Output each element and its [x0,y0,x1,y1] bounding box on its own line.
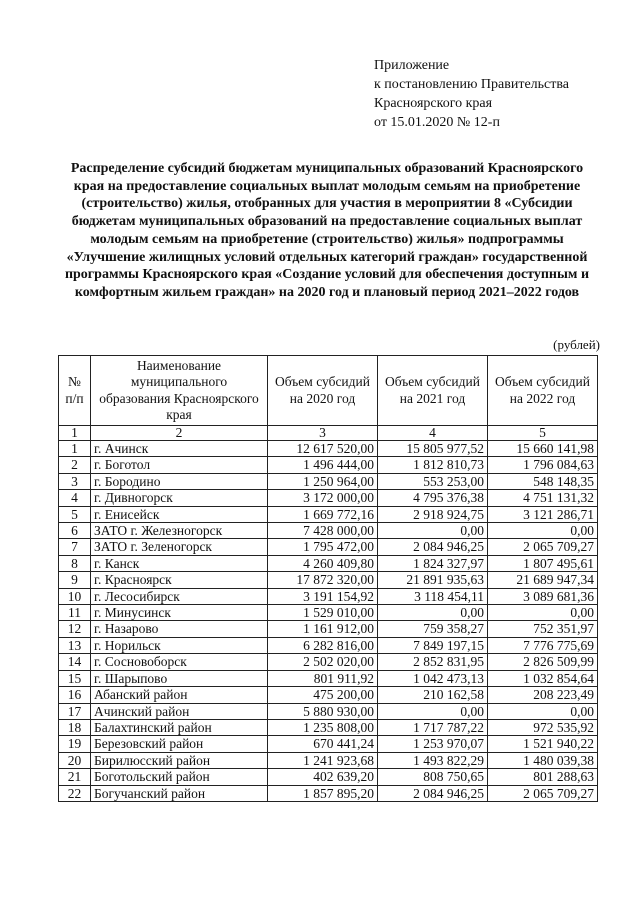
appendix-block [374,56,624,132]
table-row [59,523,598,539]
row-number: 14 [59,654,91,670]
municipality-name: г. Боготол [91,457,268,473]
table-row [59,539,598,555]
subsidy-2022: 2 065 709,27 [488,539,598,555]
municipality-name: Богучанский район [91,785,268,801]
subsidy-2021: 0,00 [378,703,488,719]
row-number: 10 [59,588,91,604]
column-number: 5 [488,426,598,441]
table-row [59,441,598,457]
row-number: 19 [59,736,91,752]
subsidy-2022: 3 121 286,71 [488,506,598,522]
table-row [59,752,598,768]
subsidy-2022: 2 826 509,99 [488,654,598,670]
table-row [59,555,598,571]
municipality-name: Бирилюсский район [91,752,268,768]
row-number: 2 [59,457,91,473]
table-row [59,473,598,489]
municipality-name: Березовский район [91,736,268,752]
table-row [59,588,598,604]
subsidy-2022: 1 796 084,63 [488,457,598,473]
subsidy-2021: 759 358,27 [378,621,488,637]
subsidy-2020: 1 250 964,00 [268,473,378,489]
subsidy-2021: 0,00 [378,605,488,621]
header-2020: Объем субсидий на 2020 год [268,356,378,426]
subsidy-2020: 12 617 520,00 [268,441,378,457]
subsidy-2020: 1 669 772,16 [268,506,378,522]
subsidy-2020: 17 872 320,00 [268,572,378,588]
subsidy-2020: 670 441,24 [268,736,378,752]
header-2021: Объем субсидий на 2021 год [378,356,488,426]
table-row [59,506,598,522]
subsidy-2020: 2 502 020,00 [268,654,378,670]
subsidy-2020: 1 241 923,68 [268,752,378,768]
row-number: 22 [59,785,91,801]
subsidy-2021: 1 493 822,29 [378,752,488,768]
subsidy-2022: 7 776 775,69 [488,637,598,653]
subsidy-2021: 21 891 935,63 [378,572,488,588]
subsidy-2022: 752 351,97 [488,621,598,637]
subsidy-2020: 1 857 895,20 [268,785,378,801]
subsidy-table [58,355,598,802]
subsidy-2022: 972 535,92 [488,719,598,735]
subsidy-2022: 1 521 940,22 [488,736,598,752]
row-number: 18 [59,719,91,735]
municipality-name: Абанский район [91,687,268,703]
subsidy-2022: 1 032 854,64 [488,670,598,686]
header-name: Наименование муниципального образования Красноярского края [91,356,268,426]
subsidy-2020: 402 639,20 [268,769,378,785]
units-label: (рублей) [553,337,600,352]
subsidy-2020: 1 235 808,00 [268,719,378,735]
subsidy-2021: 1 253 970,07 [378,736,488,752]
municipality-name: г. Минусинск [91,605,268,621]
subsidy-2021: 7 849 197,15 [378,637,488,653]
row-number: 7 [59,539,91,555]
subsidy-2020: 801 911,92 [268,670,378,686]
subsidy-2022: 15 660 141,98 [488,441,598,457]
subsidy-2021: 2 918 924,75 [378,506,488,522]
table-row [59,687,598,703]
subsidy-2022: 0,00 [488,605,598,621]
table-row [59,637,598,653]
municipality-name: г. Канск [91,555,268,571]
municipality-name: Ачинский район [91,703,268,719]
subsidy-2020: 475 200,00 [268,687,378,703]
column-number: 4 [378,426,488,441]
column-number-row [59,426,598,441]
municipality-name: г. Бородино [91,473,268,489]
subsidy-2021: 1 717 787,22 [378,719,488,735]
subsidy-2021: 3 118 454,11 [378,588,488,604]
table-row [59,719,598,735]
subsidy-2020: 5 880 930,00 [268,703,378,719]
subsidy-2022: 0,00 [488,523,598,539]
appendix-line: Приложение [374,58,450,73]
table-row [59,621,598,637]
subsidy-2022: 208 223,49 [488,687,598,703]
document-title: Распределение субсидий бюджетам муниципальных образований Красноярского края на предоставление социальных выплат молодым семьям на приобретение (строительство) жилья, отобранных для участия в мероприятии 8 «Субсидии бюджетам муниципальных образований на предоставление социальных выплат молодым семьям на приобретение (строительство) жилья» подпрограммы «Улучшение жилищных условий отдельных категорий граждан» государственной программы Красноярского края «Создание условий для обеспечения доступным и комфортным жильем граждан» на 2020 год и плановый период 2021–2022 годов [64,161,590,300]
municipality-name: Балахтинский район [91,719,268,735]
table-row [59,572,598,588]
subsidy-2020: 3 191 154,92 [268,588,378,604]
municipality-name: г. Лесосибирск [91,588,268,604]
appendix-line: Красноярского края [374,96,493,111]
municipality-name: Боготольский район [91,769,268,785]
subsidy-2022: 21 689 947,34 [488,572,598,588]
subsidy-2022: 0,00 [488,703,598,719]
row-number: 9 [59,572,91,588]
subsidy-2021: 1 812 810,73 [378,457,488,473]
municipality-name: г. Ачинск [91,441,268,457]
table-row [59,457,598,473]
header-2022: Объем субсидий на 2022 год [488,356,598,426]
municipality-name: ЗАТО г. Зеленогорск [91,539,268,555]
subsidy-2022: 801 288,63 [488,769,598,785]
subsidy-2020: 1 496 444,00 [268,457,378,473]
municipality-name: г. Красноярск [91,572,268,588]
subsidy-2022: 2 065 709,27 [488,785,598,801]
subsidy-2022: 1 480 039,38 [488,752,598,768]
subsidy-2021: 2 084 946,25 [378,785,488,801]
table-row [59,670,598,686]
subsidy-2022: 548 148,35 [488,473,598,489]
appendix-line: к постановлению Правительства [374,77,570,92]
subsidy-2021: 15 805 977,52 [378,441,488,457]
row-number: 1 [59,441,91,457]
table-header-row [59,356,598,426]
row-number: 6 [59,523,91,539]
municipality-name: г. Норильск [91,637,268,653]
municipality-name: ЗАТО г. Железногорск [91,523,268,539]
header-num: № п/п [59,356,91,426]
subsidy-2021: 808 750,65 [378,769,488,785]
subsidy-2020: 1 795 472,00 [268,539,378,555]
row-number: 20 [59,752,91,768]
subsidy-2021: 4 795 376,38 [378,490,488,506]
row-number: 8 [59,555,91,571]
row-number: 15 [59,670,91,686]
table-row [59,736,598,752]
row-number: 11 [59,605,91,621]
table-row [59,654,598,670]
table-row [59,769,598,785]
municipality-name: г. Енисейск [91,506,268,522]
column-number: 1 [59,426,91,441]
subsidy-2021: 0,00 [378,523,488,539]
municipality-name: г. Сосновоборск [91,654,268,670]
table-row [59,785,598,801]
row-number: 17 [59,703,91,719]
table-row [59,605,598,621]
subsidy-2021: 210 162,58 [378,687,488,703]
subsidy-2020: 7 428 000,00 [268,523,378,539]
row-number: 16 [59,687,91,703]
appendix-line: от 15.01.2020 № 12-п [374,115,500,130]
subsidy-2020: 1 161 912,00 [268,621,378,637]
row-number: 12 [59,621,91,637]
municipality-name: г. Назарово [91,621,268,637]
table-body [59,441,598,802]
table-row [59,703,598,719]
column-number: 3 [268,426,378,441]
subsidy-2020: 1 529 010,00 [268,605,378,621]
row-number: 5 [59,506,91,522]
subsidy-2021: 553 253,00 [378,473,488,489]
subsidy-2021: 2 084 946,25 [378,539,488,555]
row-number: 3 [59,473,91,489]
row-number: 13 [59,637,91,653]
subsidy-2022: 4 751 131,32 [488,490,598,506]
subsidy-2022: 1 807 495,61 [488,555,598,571]
subsidy-2022: 3 089 681,36 [488,588,598,604]
subsidy-2020: 3 172 000,00 [268,490,378,506]
subsidy-2020: 6 282 816,00 [268,637,378,653]
column-number: 2 [91,426,268,441]
subsidy-2021: 1 042 473,13 [378,670,488,686]
subsidy-2021: 2 852 831,95 [378,654,488,670]
table-row [59,490,598,506]
subsidy-2020: 4 260 409,80 [268,555,378,571]
row-number: 4 [59,490,91,506]
municipality-name: г. Дивногорск [91,490,268,506]
subsidy-2021: 1 824 327,97 [378,555,488,571]
municipality-name: г. Шарыпово [91,670,268,686]
row-number: 21 [59,769,91,785]
